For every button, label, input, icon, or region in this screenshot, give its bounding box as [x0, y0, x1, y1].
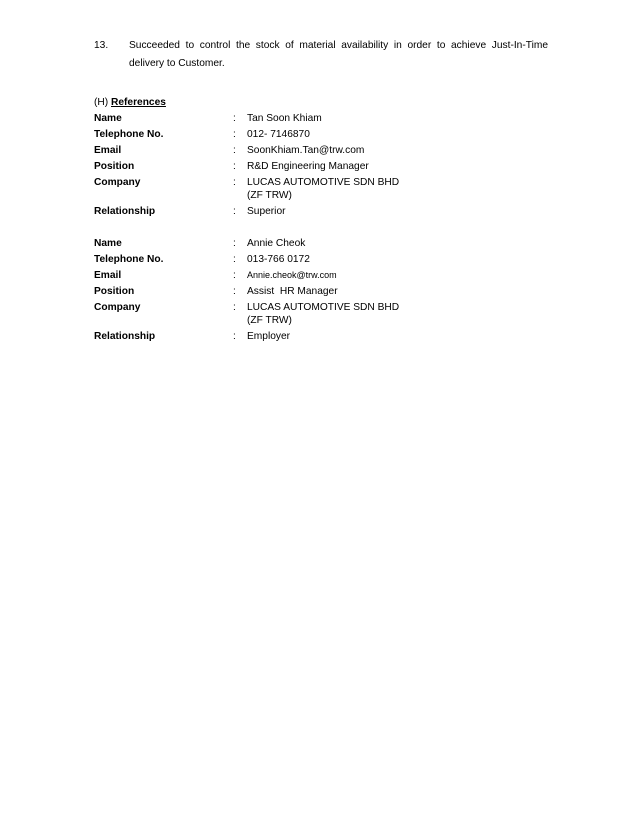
- phone-value: 012- 7146870: [247, 129, 310, 140]
- company-value-line-2: (ZF TRW): [247, 315, 292, 326]
- company-value-line-1: LUCAS AUTOMOTIVE SDN BHD: [247, 302, 400, 313]
- separator: :: [233, 145, 236, 156]
- position-label: Position: [94, 286, 135, 297]
- ref-row-company: [94, 176, 524, 202]
- name-label: Name: [94, 238, 122, 249]
- company-value-line-1: LUCAS AUTOMOTIVE SDN BHD: [247, 177, 400, 188]
- name-label: Name: [94, 113, 122, 124]
- email-value: Annie.cheok@trw.com: [247, 270, 337, 280]
- email-label: Email: [94, 145, 122, 156]
- ref-row-relationship: [94, 205, 524, 218]
- separator: :: [233, 129, 236, 140]
- separator: :: [233, 270, 236, 281]
- item-text-line-1: Succeeded to control the stock of material availability in order to achieve Just-In-Time: [129, 40, 548, 51]
- phone-label: Telephone No.: [94, 254, 164, 265]
- position-label: Position: [94, 161, 135, 172]
- relationship-label: Relationship: [94, 331, 156, 342]
- name-value: Annie Cheok: [247, 238, 306, 249]
- item-text: [129, 37, 548, 73]
- separator: :: [233, 113, 236, 124]
- ref-row-company: [94, 301, 524, 327]
- phone-label: Telephone No.: [94, 129, 164, 140]
- position-value: R&D Engineering Manager: [247, 161, 369, 172]
- separator: :: [233, 302, 236, 313]
- separator: :: [233, 206, 236, 217]
- ref-row-name: [94, 112, 524, 125]
- ref-row-position: [94, 160, 524, 173]
- ref-row-email: [94, 269, 524, 282]
- section-title: References: [111, 97, 166, 108]
- company-value-line-2: (ZF TRW): [247, 190, 292, 201]
- phone-value: 013-766 0172: [247, 254, 310, 265]
- separator: :: [233, 254, 236, 265]
- section-prefix: (H): [94, 97, 109, 108]
- ref-row-email: [94, 144, 524, 157]
- references-heading: [94, 96, 166, 110]
- relationship-label: Relationship: [94, 206, 156, 217]
- separator: :: [233, 238, 236, 249]
- separator: :: [233, 161, 236, 172]
- separator: :: [233, 177, 236, 188]
- item-number: 13.: [94, 40, 109, 51]
- email-value: SoonKhiam.Tan@trw.com: [247, 145, 365, 156]
- separator: :: [233, 286, 236, 297]
- company-value: [247, 301, 524, 327]
- name-value: Tan Soon Khiam: [247, 113, 322, 124]
- ref-row-name: [94, 237, 524, 250]
- separator: :: [233, 331, 236, 342]
- ref-row-relationship: [94, 330, 524, 343]
- email-label: Email: [94, 270, 122, 281]
- ref-row-position: [94, 285, 524, 298]
- reference-2: [94, 237, 524, 346]
- company-label: Company: [94, 177, 141, 188]
- relationship-value: Employer: [247, 331, 291, 342]
- ref-row-phone: [94, 253, 524, 266]
- company-value: [247, 176, 524, 202]
- position-value: Assist HR Manager: [247, 286, 338, 297]
- ref-row-phone: [94, 128, 524, 141]
- company-label: Company: [94, 302, 141, 313]
- item-text-line-2: delivery to Customer.: [129, 58, 225, 69]
- relationship-value: Superior: [247, 206, 286, 217]
- reference-1: [94, 112, 524, 221]
